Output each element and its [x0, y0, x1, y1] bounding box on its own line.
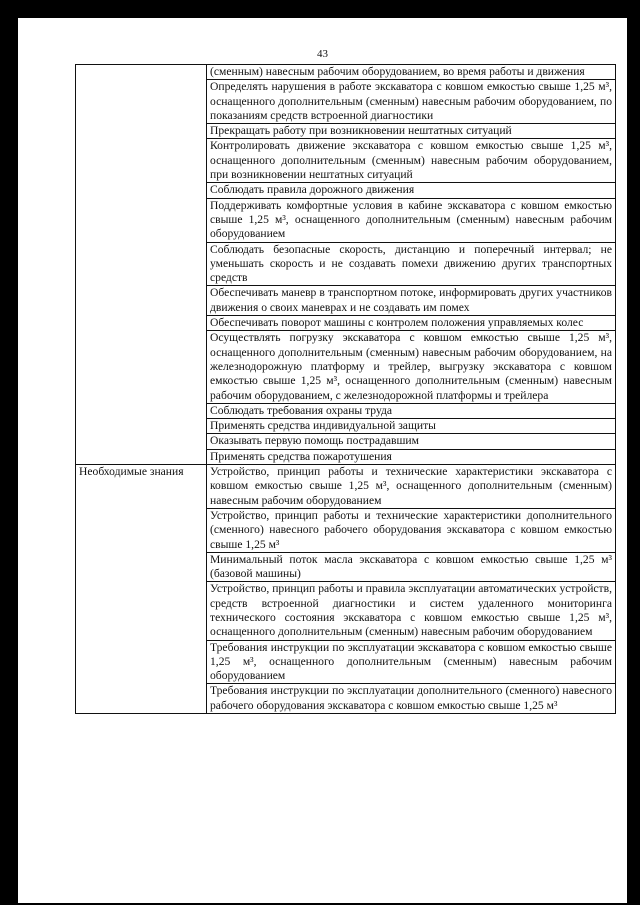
- requirement-item: Осуществлять погрузку экскаватора с ковшом емкостью свыше 1,25 м³, оснащенного дополнительным (сменным) навесным рабочим оборудованием, на железнодорожную платформу и трейлер, выгрузку экскаватора с ковшом емкостью свыше 1,25 м³, оснащенного дополнительным (сменным) навесным рабочим оборудованием, с железнодорожной платформы и трейлера: [207, 331, 616, 403]
- requirement-item: Требования инструкции по эксплуатации экскаватора с ковшом емкостью свыше 1,25 м³, оснащенного дополнительным (сменным) навесным рабочим оборудованием: [207, 640, 616, 684]
- page-number: 43: [317, 48, 328, 60]
- requirement-item: Требования инструкции по эксплуатации дополнительного (сменного) навесного рабочего оборудования экскаватора с ковшом емкостью свыше 1,25 м³: [207, 684, 616, 714]
- requirement-item: Устройство, принцип работы и технические характеристики экскаватора с ковшом емкостью свыше 1,25 м³, оснащенного дополнительным (сменным) навесным рабочим оборудованием: [207, 465, 616, 509]
- requirement-item: Оказывать первую помощь пострадавшим: [207, 434, 616, 449]
- requirement-item: Минимальный поток масла экскаватора с ковшом емкостью свыше 1,25 м³ (базовой машины): [207, 552, 616, 582]
- requirement-item: Определять нарушения в работе экскаватора с ковшом емкостью свыше 1,25 м³, оснащенного дополнительным (сменным) навесным рабочим оборудованием, по показаниям средств встроенной диагностики: [207, 80, 616, 124]
- requirement-item: Применять средства индивидуальной защиты: [207, 419, 616, 434]
- document-page: [18, 18, 627, 903]
- table-row: [76, 65, 616, 80]
- requirement-item: Обеспечивать маневр в транспортном потоке, информировать других участников движения о своих маневрах и не создавать им помех: [207, 286, 616, 316]
- requirement-item: Соблюдать безопасные скорость, дистанцию и поперечный интервал; не уменьшать скорость и не создавать помехи движению других транспортных средств: [207, 242, 616, 286]
- requirement-item: Контролировать движение экскаватора с ковшом емкостью свыше 1,25 м³, оснащенного дополнительным (сменным) навесным рабочим оборудованием, при возникновении нештатных ситуаций: [207, 139, 616, 183]
- requirement-item: Соблюдать правила дорожного движения: [207, 183, 616, 198]
- requirement-item: Прекращать работу при возникновении нештатных ситуаций: [207, 124, 616, 139]
- competency-table: [75, 64, 616, 714]
- requirement-item: (сменным) навесным рабочим оборудованием, во время работы и движения: [207, 65, 616, 80]
- table-body: [76, 65, 616, 714]
- requirement-item: Устройство, принцип работы и правила эксплуатации автоматических устройств, средств встроенной диагностики и систем удаленного мониторинга технического состояния экскаватора с ковшом емкостью свыше 1,25 м³, оснащенного дополнительным (сменным) навесным рабочим оборудованием: [207, 582, 616, 640]
- requirement-item: Обеспечивать поворот машины с контролем положения управляемых колес: [207, 316, 616, 331]
- requirement-item: Устройство, принцип работы и технические характеристики дополнительного (сменного) навесного рабочего оборудования экскаватора с ковшом емкостью свыше 1,25 м³: [207, 508, 616, 552]
- section-label-knowledge: Необходимые знания: [76, 465, 207, 714]
- section-label: [76, 65, 207, 465]
- requirement-item: Соблюдать требования охраны труда: [207, 403, 616, 418]
- requirement-item: Применять средства пожаротушения: [207, 449, 616, 464]
- requirement-item: Поддерживать комфортные условия в кабине экскаватора с ковшом емкостью свыше 1,25 м³, оснащенного дополнительным (сменным) навесным рабочим оборудованием: [207, 198, 616, 242]
- table-row: [76, 465, 616, 509]
